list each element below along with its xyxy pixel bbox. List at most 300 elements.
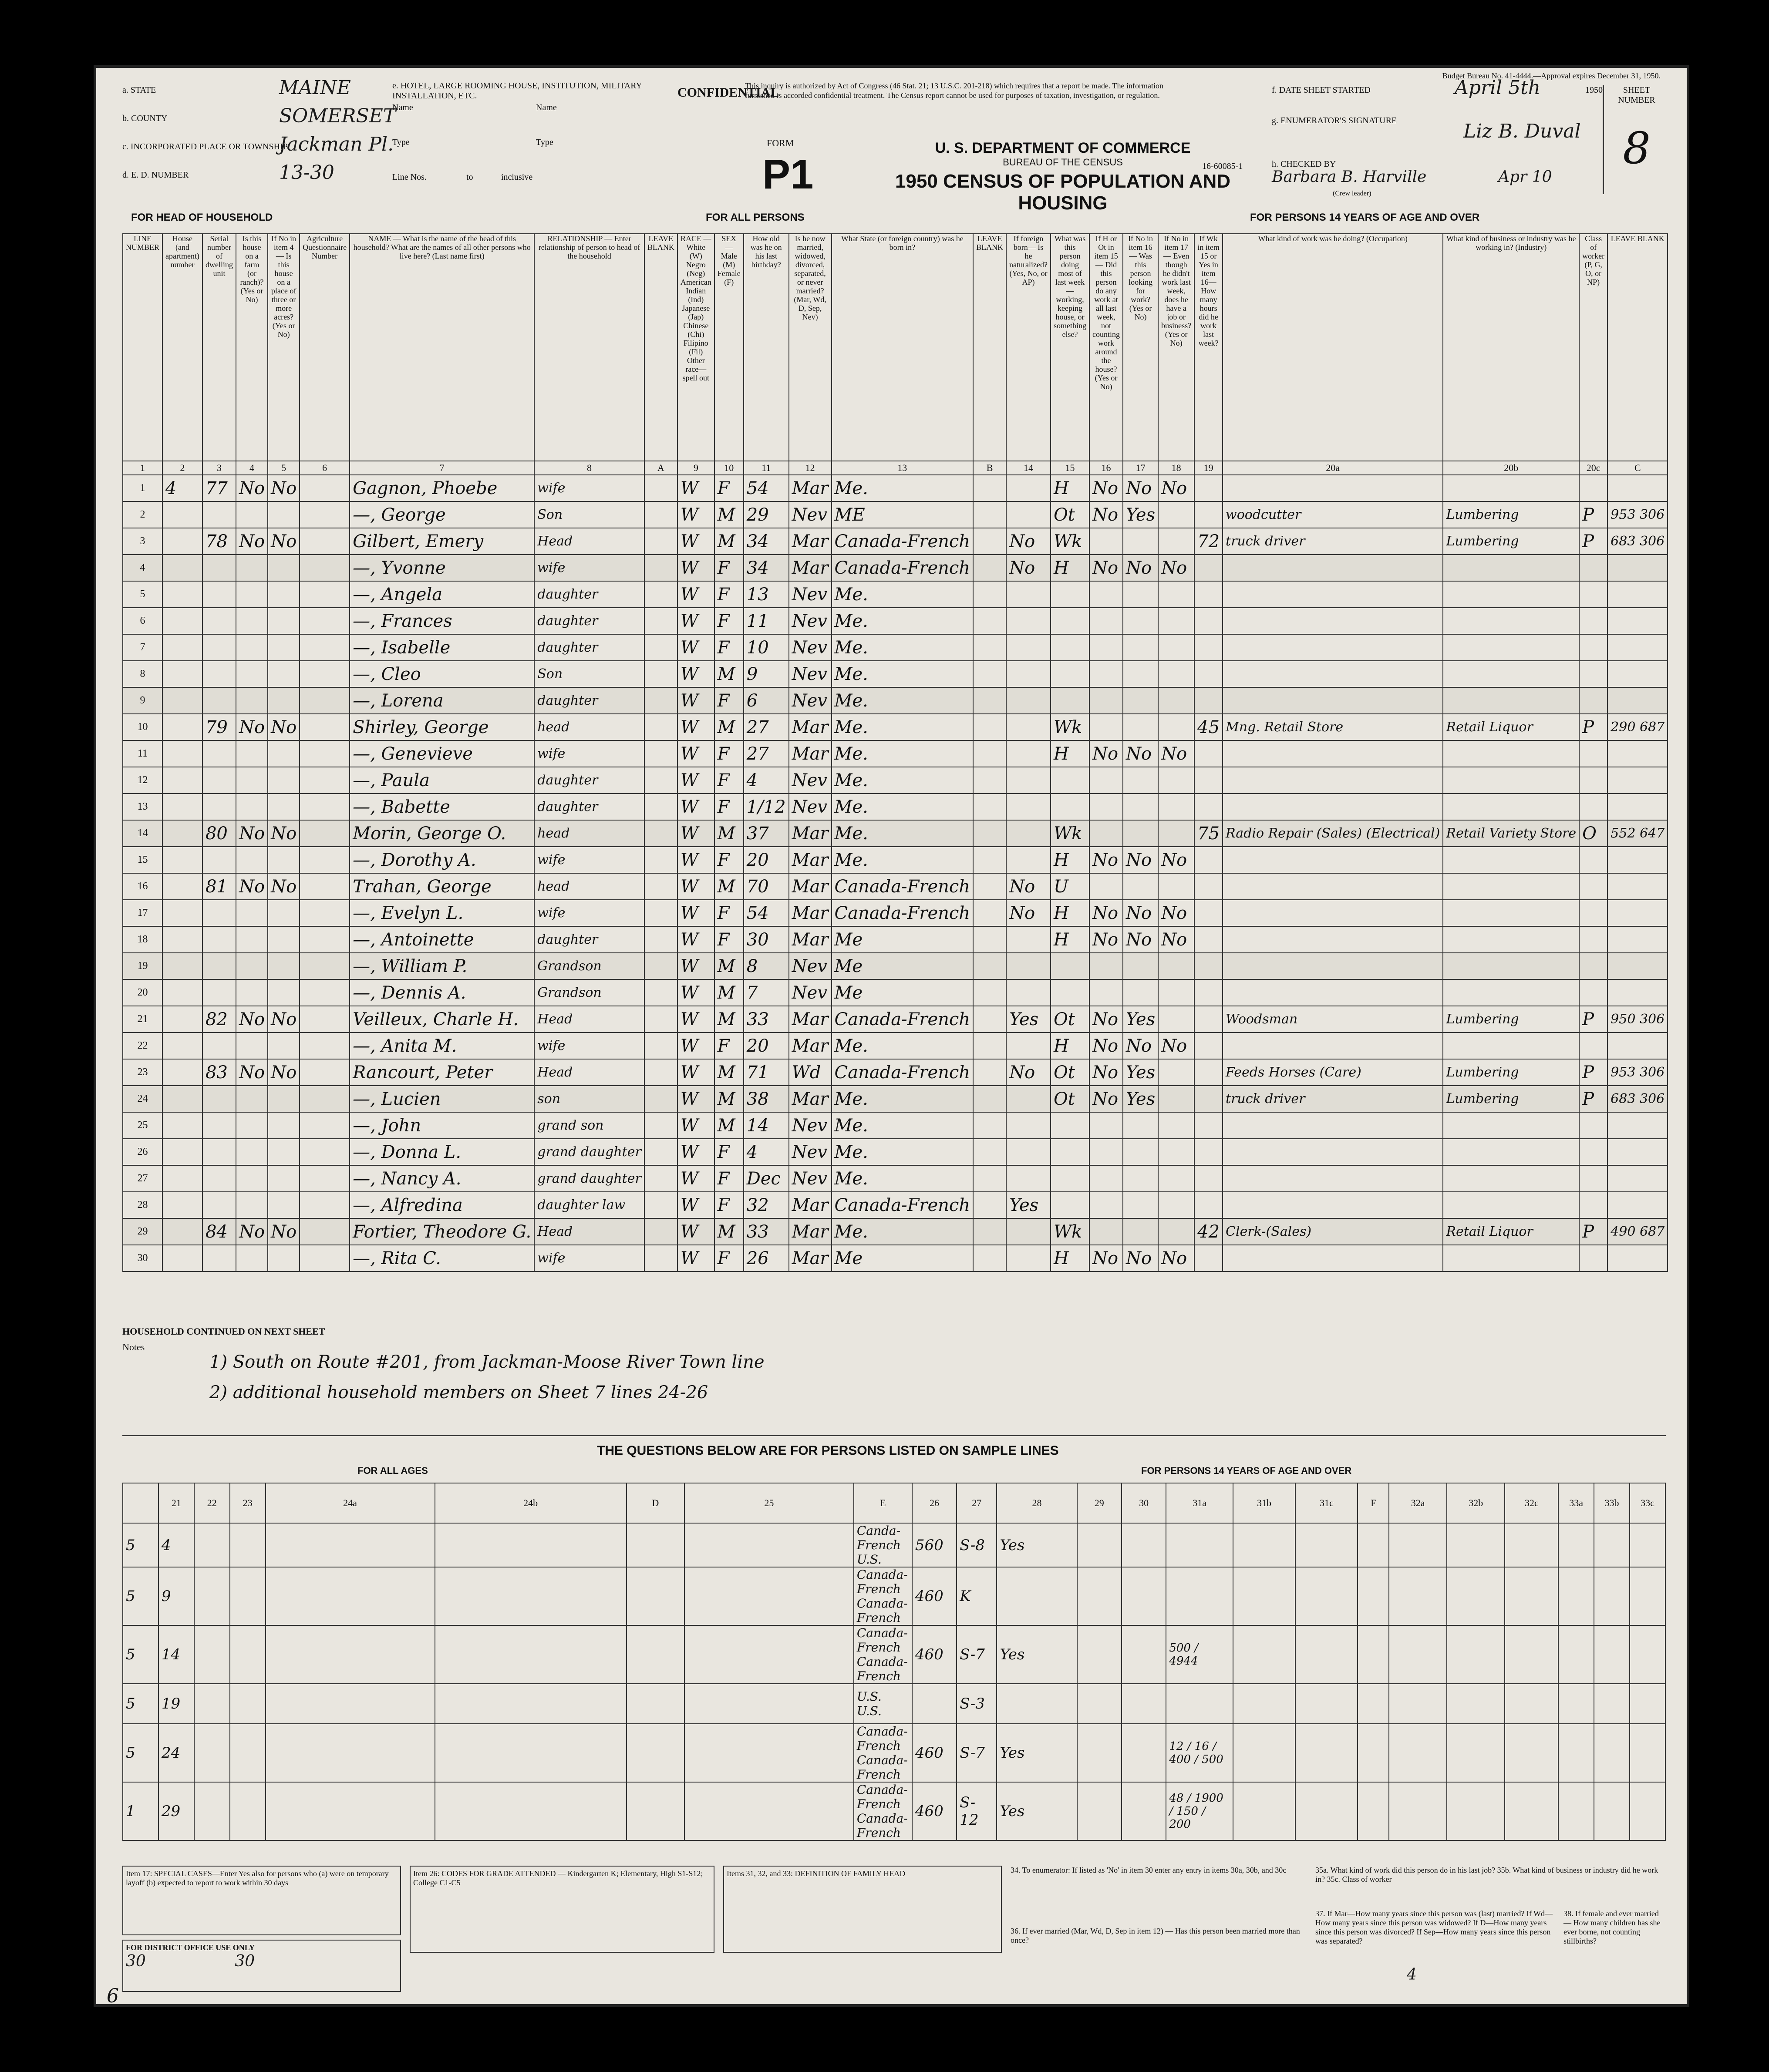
q31c xyxy=(1295,1523,1358,1567)
household-continued-label: HOUSEHOLD CONTINUED ON NEXT SHEET xyxy=(122,1326,325,1337)
farm-answer xyxy=(236,608,268,634)
leave-blank-cell xyxy=(973,687,1006,714)
age: 4 xyxy=(744,1139,789,1165)
race: W xyxy=(677,1059,714,1086)
race: W xyxy=(677,900,714,926)
leave-blank-f xyxy=(1358,1724,1389,1782)
house-number xyxy=(162,608,202,634)
q33c xyxy=(1630,1625,1665,1684)
class-of-worker: P xyxy=(1579,1006,1607,1033)
serial-number xyxy=(202,953,236,979)
worked-answer xyxy=(1089,1112,1123,1139)
race: W xyxy=(677,634,714,661)
worked-answer xyxy=(1089,608,1123,634)
column-number: 6 xyxy=(300,461,350,475)
q29 xyxy=(1122,1523,1166,1567)
worked-answer: No xyxy=(1089,900,1123,926)
looking-answer: No xyxy=(1123,1245,1158,1271)
race: W xyxy=(677,555,714,581)
occupation xyxy=(1223,1245,1443,1271)
q32b xyxy=(1447,1567,1505,1625)
q24a xyxy=(435,1567,627,1625)
birthplace: Me. xyxy=(832,581,974,608)
industry xyxy=(1443,555,1579,581)
naturalized: No xyxy=(1006,555,1051,581)
sample-line-number: 24 xyxy=(158,1724,194,1782)
leave-blank-cell xyxy=(973,847,1006,873)
question-34: 34. To enumerator: If listed as 'No' in item 30 enter any entry in items 30a, 30b, and 30c xyxy=(1011,1866,1287,1874)
class-of-worker xyxy=(1579,767,1607,794)
q33a xyxy=(1558,1724,1594,1782)
farm-answer xyxy=(236,555,268,581)
acres-answer xyxy=(268,767,300,794)
q28 xyxy=(1077,1684,1122,1724)
table-row xyxy=(123,608,1668,634)
job-answer: No xyxy=(1158,475,1194,501)
serial-number xyxy=(202,501,236,528)
job-answer: No xyxy=(1158,555,1194,581)
worked-answer: No xyxy=(1089,475,1123,501)
line-number: 25 xyxy=(123,1112,162,1139)
col-head-2: House (and apartment) number xyxy=(162,234,202,461)
person-name: Gilbert, Emery xyxy=(350,528,534,555)
father-birthplace xyxy=(854,1684,912,1724)
activity xyxy=(1051,687,1089,714)
agriculture-number xyxy=(300,1192,350,1218)
column-number: 17 xyxy=(1123,461,1158,475)
lower-column-number: 23 xyxy=(230,1483,266,1523)
class-of-worker xyxy=(1579,581,1607,608)
age: 14 xyxy=(744,1112,789,1139)
father-birthplace: Canada-French xyxy=(856,1724,908,1753)
father-birthplace: Canda-French xyxy=(856,1524,901,1552)
class-of-worker xyxy=(1579,1165,1607,1192)
worked-answer xyxy=(1089,687,1123,714)
house-number xyxy=(162,634,202,661)
table-row xyxy=(123,740,1668,767)
person-name: —, George xyxy=(350,501,534,528)
sex: F xyxy=(714,475,744,501)
confidential-label: CONFIDENTIAL xyxy=(677,85,779,100)
naturalized xyxy=(1006,767,1051,794)
acres-answer xyxy=(268,1192,300,1218)
activity xyxy=(1051,608,1089,634)
finished-grade xyxy=(997,1684,1077,1724)
checked-by: Barbara B. Harville xyxy=(1272,168,1427,186)
person-name: —, Lucien xyxy=(350,1086,534,1112)
occupation xyxy=(1223,475,1443,501)
table-row xyxy=(123,767,1668,794)
acres-answer xyxy=(268,847,300,873)
relationship: Head xyxy=(534,1059,644,1086)
person-name: —, Dennis A. xyxy=(350,979,534,1006)
naturalized xyxy=(1006,794,1051,820)
worked-answer xyxy=(1089,767,1123,794)
serial-number xyxy=(202,900,236,926)
lower-for-persons-14: FOR PERSONS 14 YEARS OF AGE AND OVER xyxy=(1141,1465,1352,1476)
serial-number xyxy=(202,847,236,873)
hours-worked xyxy=(1194,634,1223,661)
lower-column-number: 24b xyxy=(435,1483,627,1523)
col-head-18: If No in item 17— Even though he didn't work last week, does he have a job or business? (Yes or No) xyxy=(1158,234,1194,461)
marital-status: Nev xyxy=(789,953,832,979)
sample-line-number: 14 xyxy=(158,1625,194,1684)
acres-answer: No xyxy=(268,873,300,900)
column-number: 20c xyxy=(1579,461,1607,475)
job-answer xyxy=(1158,501,1194,528)
person-name: —, Paula xyxy=(350,767,534,794)
section-all-persons: FOR ALL PERSONS xyxy=(706,212,805,223)
q28 xyxy=(1077,1625,1122,1684)
table-row xyxy=(123,926,1668,953)
table-row xyxy=(123,820,1668,847)
relationship: daughter law xyxy=(534,1192,644,1218)
activity xyxy=(1051,634,1089,661)
class-of-worker xyxy=(1579,979,1607,1006)
job-answer xyxy=(1158,767,1194,794)
grade-codes: Item 26: CODES FOR GRADE ATTENDED — Kindergarten K; Elementary, High S1-S12; College C1-C5 xyxy=(410,1866,714,1953)
leave-blank-d xyxy=(684,1684,854,1724)
naturalized xyxy=(1006,740,1051,767)
farm-answer xyxy=(236,1086,268,1112)
sex: M xyxy=(714,820,744,847)
looking-answer: No xyxy=(1123,847,1158,873)
worked-answer: No xyxy=(1089,1033,1123,1059)
relationship: grand daughter xyxy=(534,1139,644,1165)
occupation: Mng. Retail Store xyxy=(1223,714,1443,740)
agriculture-number xyxy=(300,740,350,767)
q32a xyxy=(1389,1782,1447,1840)
looking-answer: Yes xyxy=(1123,1086,1158,1112)
naturalized xyxy=(1006,581,1051,608)
leave-blank-cell xyxy=(973,953,1006,979)
race: W xyxy=(677,767,714,794)
form-id: P1 xyxy=(762,151,814,198)
income-values xyxy=(1166,1523,1233,1567)
birthplace: Me. xyxy=(832,1218,974,1245)
table-row xyxy=(123,687,1668,714)
farm-answer xyxy=(236,953,268,979)
race: W xyxy=(677,1139,714,1165)
farm-answer xyxy=(236,501,268,528)
q24a xyxy=(435,1523,627,1567)
relationship: Head xyxy=(534,528,644,555)
hours-worked xyxy=(1194,847,1223,873)
col-head-7: NAME — What is the name of the head of this household? What are the names of all other persons who live here? (Last name first) xyxy=(350,234,534,461)
activity: Wk xyxy=(1051,528,1089,555)
industry xyxy=(1443,475,1579,501)
office-code: 683 306 xyxy=(1607,528,1668,555)
occupation xyxy=(1223,1112,1443,1139)
office-code xyxy=(1607,475,1668,501)
q32c xyxy=(1505,1523,1558,1567)
house-number xyxy=(162,1006,202,1033)
agriculture-number xyxy=(300,794,350,820)
age: 4 xyxy=(744,767,789,794)
leave-blank-cell xyxy=(644,475,677,501)
agriculture-number xyxy=(300,1033,350,1059)
hours-worked xyxy=(1194,475,1223,501)
hours-worked xyxy=(1194,1165,1223,1192)
occupation: Woodsman xyxy=(1223,1006,1443,1033)
office-code xyxy=(1607,926,1668,953)
leave-blank-cell xyxy=(644,687,677,714)
leave-blank-cell xyxy=(644,873,677,900)
marital-status: Nev xyxy=(789,501,832,528)
house-number xyxy=(162,581,202,608)
house-number xyxy=(162,873,202,900)
county-value: SOMERSET xyxy=(279,105,396,127)
relationship: daughter xyxy=(534,634,644,661)
agriculture-number xyxy=(300,687,350,714)
sample-line-number: 19 xyxy=(158,1684,194,1724)
race: W xyxy=(677,661,714,687)
table-row xyxy=(123,528,1668,555)
farm-answer xyxy=(236,661,268,687)
q32a xyxy=(1389,1523,1447,1567)
column-number: 20a xyxy=(1223,461,1443,475)
industry xyxy=(1443,1165,1579,1192)
farm-answer xyxy=(236,847,268,873)
birthplace: Me. xyxy=(832,661,974,687)
worked-answer xyxy=(1089,1139,1123,1165)
acres-answer xyxy=(268,926,300,953)
office-code xyxy=(1607,1112,1668,1139)
sample-line-head xyxy=(123,1483,158,1523)
office-code: 683 306 xyxy=(1607,1086,1668,1112)
sample-row xyxy=(123,1724,1665,1782)
birthplace: Canada-French xyxy=(832,1192,974,1218)
leave-blank-cell xyxy=(973,820,1006,847)
race: W xyxy=(677,1006,714,1033)
sex: F xyxy=(714,1245,744,1271)
relationship: daughter xyxy=(534,794,644,820)
occupation xyxy=(1223,555,1443,581)
sex: F xyxy=(714,634,744,661)
special-cases: Item 17: SPECIAL CASES—Enter Yes also for persons who (a) were on temporary layoff (b) expected to report to work within 30 days xyxy=(122,1866,401,1935)
race: W xyxy=(677,873,714,900)
leave-blank-cell xyxy=(973,608,1006,634)
agriculture-number xyxy=(300,634,350,661)
job-answer: No xyxy=(1158,900,1194,926)
acres-answer xyxy=(268,1245,300,1271)
office-code: 460 xyxy=(912,1625,957,1684)
house-number xyxy=(162,555,202,581)
sex: M xyxy=(714,501,744,528)
q28 xyxy=(1077,1523,1122,1567)
office-code xyxy=(1607,1245,1668,1271)
lower-column-number: 21 xyxy=(158,1483,194,1523)
leave-blank-cell xyxy=(644,581,677,608)
worked-answer xyxy=(1089,714,1123,740)
relationship: wife xyxy=(534,1245,644,1271)
checked-label: h. CHECKED BY xyxy=(1272,159,1336,169)
person-name: —, Cleo xyxy=(350,661,534,687)
income-values: 500 / 4944 xyxy=(1166,1625,1233,1684)
hours-worked xyxy=(1194,1112,1223,1139)
industry xyxy=(1443,1112,1579,1139)
question-37: 37. If Mar—How many years since this person was (last) married? If Wd—How many years since this person was widowed? If D—How many years since this person was divorced? If Sep—How many years since this person was separated? xyxy=(1315,1909,1553,1945)
relationship: Head xyxy=(534,1006,644,1033)
occupation xyxy=(1223,581,1443,608)
col-head-4: Is this house on a farm (or ranch)? (Yes or No) xyxy=(236,234,268,461)
industry xyxy=(1443,661,1579,687)
leave-blank-cell xyxy=(973,926,1006,953)
activity: H xyxy=(1051,900,1089,926)
line-number: 28 xyxy=(123,1192,162,1218)
lower-title: THE QUESTIONS BELOW ARE FOR PERSONS LISTED ON SAMPLE LINES xyxy=(597,1443,1059,1458)
relationship: head xyxy=(534,873,644,900)
income-values xyxy=(1166,1567,1233,1625)
class-of-worker xyxy=(1579,740,1607,767)
person-name: —, Donna L. xyxy=(350,1139,534,1165)
leave-blank-cell xyxy=(973,1112,1006,1139)
looking-answer xyxy=(1123,767,1158,794)
q29 xyxy=(1122,1782,1166,1840)
relationship: wife xyxy=(534,475,644,501)
serial-number xyxy=(202,1112,236,1139)
marital-status: Nev xyxy=(789,608,832,634)
farm-answer: No xyxy=(236,820,268,847)
house-number xyxy=(162,1245,202,1271)
naturalized xyxy=(1006,661,1051,687)
table-row xyxy=(123,1218,1668,1245)
table-row xyxy=(123,794,1668,820)
race: W xyxy=(677,581,714,608)
hours-worked xyxy=(1194,926,1223,953)
serial-number xyxy=(202,687,236,714)
birthplace: Me. xyxy=(832,794,974,820)
father-birthplace xyxy=(854,1724,912,1782)
q21 xyxy=(194,1523,230,1567)
farm-answer: No xyxy=(236,1006,268,1033)
q21 xyxy=(194,1567,230,1625)
table-row xyxy=(123,1112,1668,1139)
leave-blank-cell xyxy=(973,1086,1006,1112)
looking-answer: No xyxy=(1123,555,1158,581)
finished-grade: Yes xyxy=(997,1724,1077,1782)
q24a xyxy=(435,1625,627,1684)
leave-blank-f xyxy=(1358,1625,1389,1684)
father-birthplace: Canada-French xyxy=(856,1626,908,1655)
leave-blank-cell xyxy=(973,873,1006,900)
worked-answer xyxy=(1089,873,1123,900)
person-name: —, Anita M. xyxy=(350,1033,534,1059)
father-birthplace: Canada-French xyxy=(856,1567,908,1596)
activity xyxy=(1051,979,1089,1006)
leave-blank-cell xyxy=(644,926,677,953)
table-row xyxy=(123,581,1668,608)
hours-worked xyxy=(1194,581,1223,608)
marital-status: Mar xyxy=(789,873,832,900)
job-answer xyxy=(1158,820,1194,847)
birthplace: Me. xyxy=(832,1139,974,1165)
agriculture-number xyxy=(300,847,350,873)
leave-blank-cell xyxy=(973,794,1006,820)
marital-status: Wd xyxy=(789,1059,832,1086)
agriculture-number xyxy=(300,767,350,794)
agriculture-number xyxy=(300,608,350,634)
relationship: wife xyxy=(534,555,644,581)
job-answer xyxy=(1158,528,1194,555)
occupation xyxy=(1223,687,1443,714)
q31b xyxy=(1233,1782,1295,1840)
class-of-worker xyxy=(1579,900,1607,926)
job-answer xyxy=(1158,687,1194,714)
grade: S-3 xyxy=(957,1684,997,1724)
age: 32 xyxy=(744,1192,789,1218)
industry xyxy=(1443,634,1579,661)
house-number xyxy=(162,979,202,1006)
birthplace: Me. xyxy=(832,847,974,873)
father-birthplace xyxy=(854,1782,912,1840)
sex: M xyxy=(714,1112,744,1139)
office-code xyxy=(1607,1165,1668,1192)
q33b xyxy=(1594,1724,1630,1782)
age: 10 xyxy=(744,634,789,661)
leave-blank-cell xyxy=(973,979,1006,1006)
sex: F xyxy=(714,1165,744,1192)
birthplace: Me xyxy=(832,1245,974,1271)
mother-birthplace: Canada-French xyxy=(856,1811,908,1840)
house-number xyxy=(162,926,202,953)
marital-status: Mar xyxy=(789,1245,832,1271)
worked-answer xyxy=(1089,979,1123,1006)
q32b xyxy=(1447,1523,1505,1567)
hours-worked xyxy=(1194,900,1223,926)
acres-answer: No xyxy=(268,820,300,847)
serial-number xyxy=(202,1192,236,1218)
father-birthplace xyxy=(854,1625,912,1684)
q23 xyxy=(266,1625,435,1684)
occupation: truck driver xyxy=(1223,1086,1443,1112)
column-number: 12 xyxy=(789,461,832,475)
q24a xyxy=(435,1782,627,1840)
race: W xyxy=(677,528,714,555)
line-number: 14 xyxy=(123,820,162,847)
form-label: FORM xyxy=(767,138,794,148)
leave-blank-cell xyxy=(973,1165,1006,1192)
district-value-1: 30 xyxy=(126,1952,146,1970)
sample-mark: 5 xyxy=(123,1625,158,1684)
sample-row xyxy=(123,1625,1665,1684)
class-of-worker xyxy=(1579,1139,1607,1165)
person-name: Rancourt, Peter xyxy=(350,1059,534,1086)
line-number: 3 xyxy=(123,528,162,555)
serial-number: 79 xyxy=(202,714,236,740)
col-head-14: If foreign born— Is he naturalized? (Yes, No, or AP) xyxy=(1006,234,1051,461)
hours-worked xyxy=(1194,687,1223,714)
line-number: 9 xyxy=(123,687,162,714)
person-name: —, Alfredina xyxy=(350,1192,534,1218)
person-name: Veilleux, Charle H. xyxy=(350,1006,534,1033)
sex: F xyxy=(714,687,744,714)
serial-number xyxy=(202,634,236,661)
marital-status: Nev xyxy=(789,1112,832,1139)
leave-blank-cell xyxy=(644,1192,677,1218)
looking-answer: No xyxy=(1123,926,1158,953)
q33a xyxy=(1558,1625,1594,1684)
column-number: 15 xyxy=(1051,461,1089,475)
industry: Lumbering xyxy=(1443,1059,1579,1086)
date-year: 1950 xyxy=(1585,85,1603,95)
class-of-worker xyxy=(1579,555,1607,581)
activity: H xyxy=(1051,555,1089,581)
house-number xyxy=(162,900,202,926)
looking-answer: Yes xyxy=(1123,501,1158,528)
house-number xyxy=(162,528,202,555)
sex: M xyxy=(714,1006,744,1033)
